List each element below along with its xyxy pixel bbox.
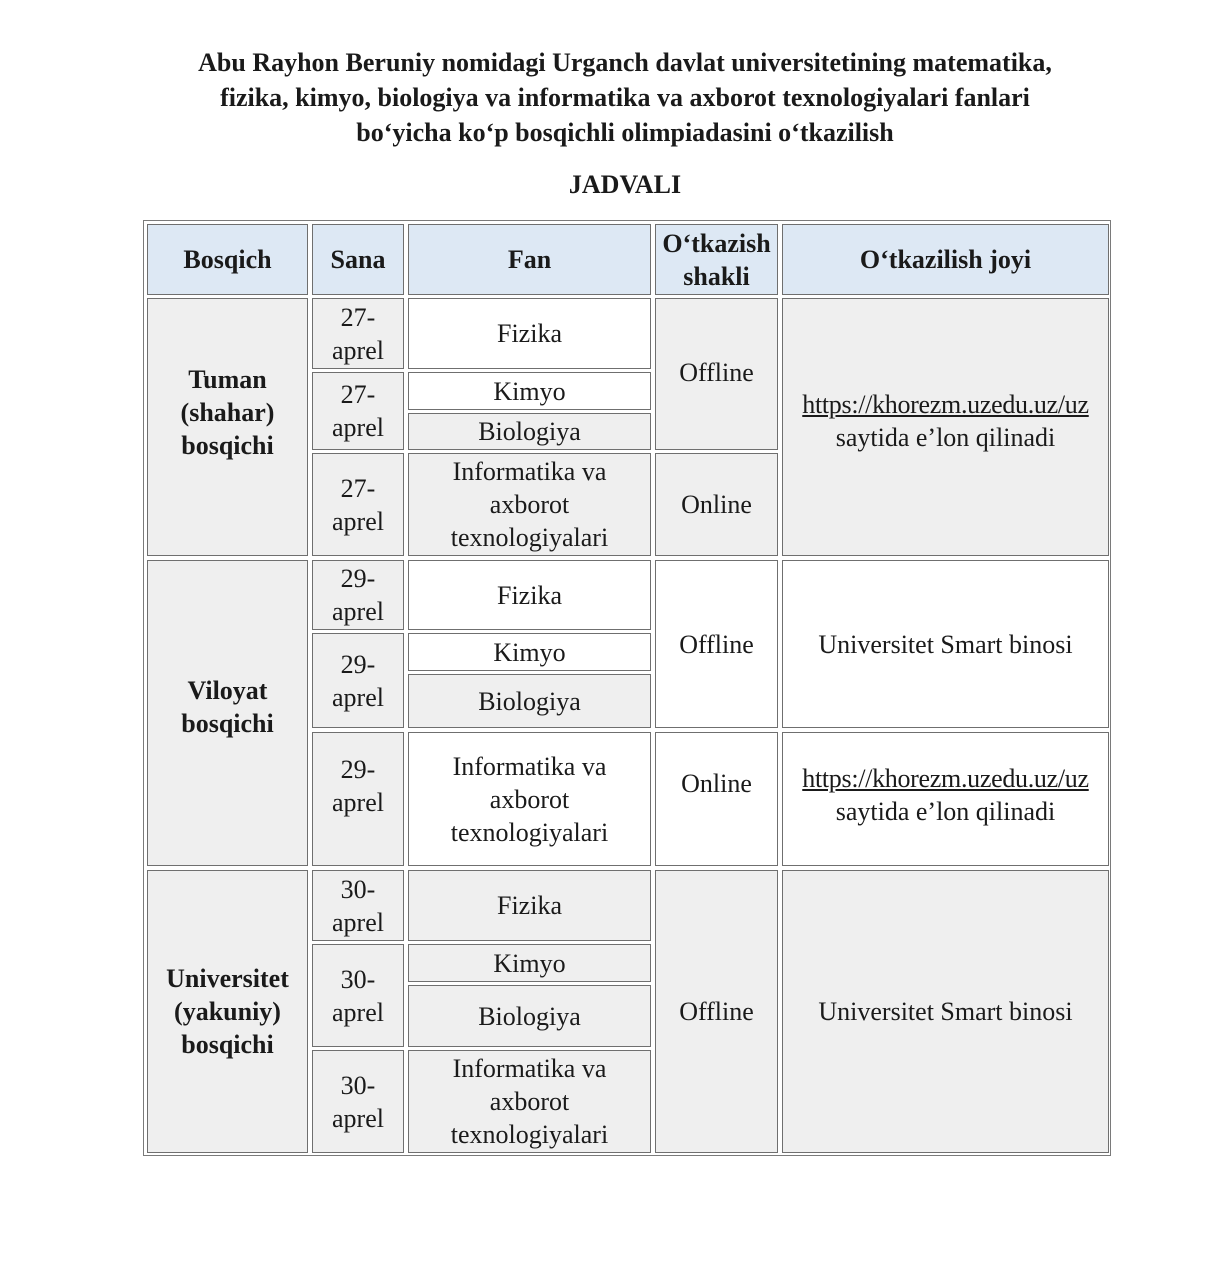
subject-cell: Biologiya <box>408 413 651 450</box>
subject-cell: Fizika <box>408 870 651 941</box>
date-cell: 27- aprel <box>312 372 404 450</box>
document-subtitle: JADVALI <box>568 170 682 199</box>
venue-link[interactable]: https://khorezm.uzedu.uz/uz <box>802 390 1089 419</box>
date-cell: 30- aprel <box>312 944 404 1047</box>
date-cell: 30- aprel <box>312 1050 404 1153</box>
subject-cell: Informatika va axborot texnologiyalari <box>408 1050 651 1153</box>
form-cell: Offline <box>655 870 778 1153</box>
subject-cell: Informatika va axborot texnologiyalari <box>408 732 651 866</box>
document-title <box>0 45 1210 150</box>
header-stage: Bosqich <box>147 224 308 295</box>
subject-cell: Biologiya <box>408 985 651 1047</box>
subject-cell: Biologiya <box>408 674 651 728</box>
header-subject: Fan <box>408 224 651 295</box>
form-cell: Offline <box>655 560 778 728</box>
stage-viloyat: Viloyat bosqichi <box>147 560 308 866</box>
subject-cell: Kimyo <box>408 944 651 982</box>
subject-cell: Fizika <box>408 560 651 630</box>
form-cell: Offline <box>655 298 778 450</box>
venue-link[interactable]: https://khorezm.uzedu.uz/uz <box>802 764 1089 793</box>
title-line-1: Abu Rayhon Beruniy nomidagi Urganch davlat universitetining matematika, <box>198 48 1052 77</box>
date-cell: 29- aprel <box>312 560 404 630</box>
title-line-3: bo‘yicha ko‘p bosqichli olimpiadasini o‘tkazilish <box>356 118 894 147</box>
form-cell: Online <box>655 453 778 556</box>
subject-cell: Fizika <box>408 298 651 369</box>
header-form: O‘tkazish shakli <box>655 224 778 295</box>
header-date: Sana <box>312 224 404 295</box>
date-cell: 27- aprel <box>312 453 404 556</box>
stage-universitet: Universitet (yakuniy) bosqichi <box>147 870 308 1153</box>
header-venue: O‘tkazilish joyi <box>782 224 1109 295</box>
venue-cell: Universitet Smart binosi <box>782 870 1109 1153</box>
date-cell: 29- aprel <box>312 633 404 728</box>
date-cell: 30- aprel <box>312 870 404 941</box>
date-cell: 29- aprel <box>312 732 404 866</box>
stage-tuman: Tuman (shahar) bosqichi <box>147 298 308 556</box>
subject-cell: Kimyo <box>408 633 651 671</box>
date-cell: 27- aprel <box>312 298 404 369</box>
venue-cell: Universitet Smart binosi <box>782 560 1109 728</box>
venue-cell: https://khorezm.uzedu.uz/uz saytida e’lon qilinadi <box>782 732 1109 866</box>
subject-cell: Informatika va axborot texnologiyalari <box>408 453 651 556</box>
form-cell: Online <box>655 732 778 866</box>
title-line-2: fizika, kimyo, biologiya va informatika va axborot texnologiyalari fanlari <box>220 83 1030 112</box>
venue-cell: https://khorezm.uzedu.uz/uz saytida e’lon qilinadi <box>782 298 1109 556</box>
subject-cell: Kimyo <box>408 372 651 410</box>
